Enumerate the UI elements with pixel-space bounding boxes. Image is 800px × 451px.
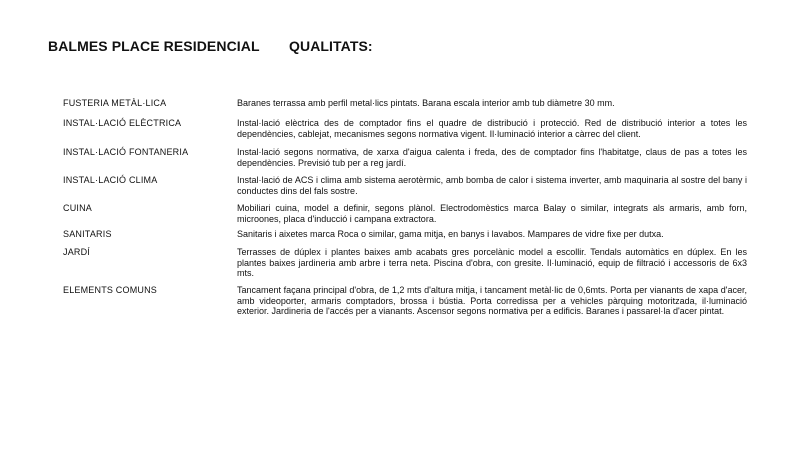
spec-label: JARDÍ [63,247,91,257]
spec-row-fontaneria [63,147,747,175]
spec-description: Baranes terrassa amb perfil metal·lics pintats. Barana escala interior amb tub diàmetre 30 mm. [237,98,615,108]
spec-description: Instal·lació de ACS i clima amb sistema aerotèrmic, amb bomba de calor i sistema inverter, amb maquinaria al sostre del bany i conductes dins del fals sostre. [237,175,747,196]
spec-label: CUINA [63,203,93,213]
spec-row-clima [63,175,747,203]
spec-row-electrica [63,118,747,147]
spec-row-cuina [63,203,747,229]
specifications-list [63,98,747,329]
section-title: QUALITATS: [289,38,373,54]
spec-label: INSTAL·LACIÓ FONTANERIA [63,147,189,157]
spec-description: Instal·lació elèctrica des de comptador fins el quadre de distribució i protecció. Red de distribució interior a totes les dependències, cablejat, mecanismes segons normativa vigent. Il·luminació interior a càrrec del client. [237,118,747,139]
spec-label: FUSTERIA METÀL·LICA [63,98,167,108]
spec-description: Terrasses de dúplex i plantes baixes amb acabats gres porcelànic model a escollir. Tendals automàtics en dúplex. En les plantes baixes jardineria amb arbre i terra neta. Piscina d'obra, con gresite. Il·luminació, equip de filtració i accessoris de 6x3 mts. [237,247,747,279]
spec-label: INSTAL·LACIÓ ELÈCTRICA [63,118,182,128]
spec-row-fusteria [63,98,747,118]
project-title: BALMES PLACE RESIDENCIAL [48,38,260,54]
spec-row-elements-comuns [63,285,747,329]
spec-description: Mobiliari cuina, model a definir, segons plànol. Electrodomèstics marca Balay o similar, integrats als armaris, amb forn, microones, placa d'inducció i campana extractora. [237,203,747,224]
spec-label: SANITARIS [63,229,112,239]
spec-description: Tancament façana principal d'obra, de 1,2 mts d'altura mitja, i tancament metàl·lic de 0,6mts. Porta per vianants de xapa d'acer, amb videoporter, armaris comptadors, brossa i bústia. Porta corredissa per a vehicles pàrquing motoritzada, il·luminació exterior. Jardineria de l'accés per a vianants. Ascensor segons normativa per a edificis. Baranes i passarel·la d'acer pintat. [237,285,747,317]
document-header [48,38,373,54]
spec-description: Sanitaris i aixetes marca Roca o similar, gama mitja, en banys i lavabos. Mampares de vidre fixe per dutxa. [237,229,664,239]
spec-row-jardi [63,247,747,285]
spec-label: INSTAL·LACIÓ CLIMA [63,175,158,185]
spec-row-sanitaris [63,229,747,247]
spec-description: Instal·lació segons normativa, de xarxa d'aigua calenta i freda, des de comptador fins l'habitatge, claus de pas a totes les dependències. Previsió tub per a reg jardí. [237,147,747,168]
spec-label: ELEMENTS COMUNS [63,285,158,295]
